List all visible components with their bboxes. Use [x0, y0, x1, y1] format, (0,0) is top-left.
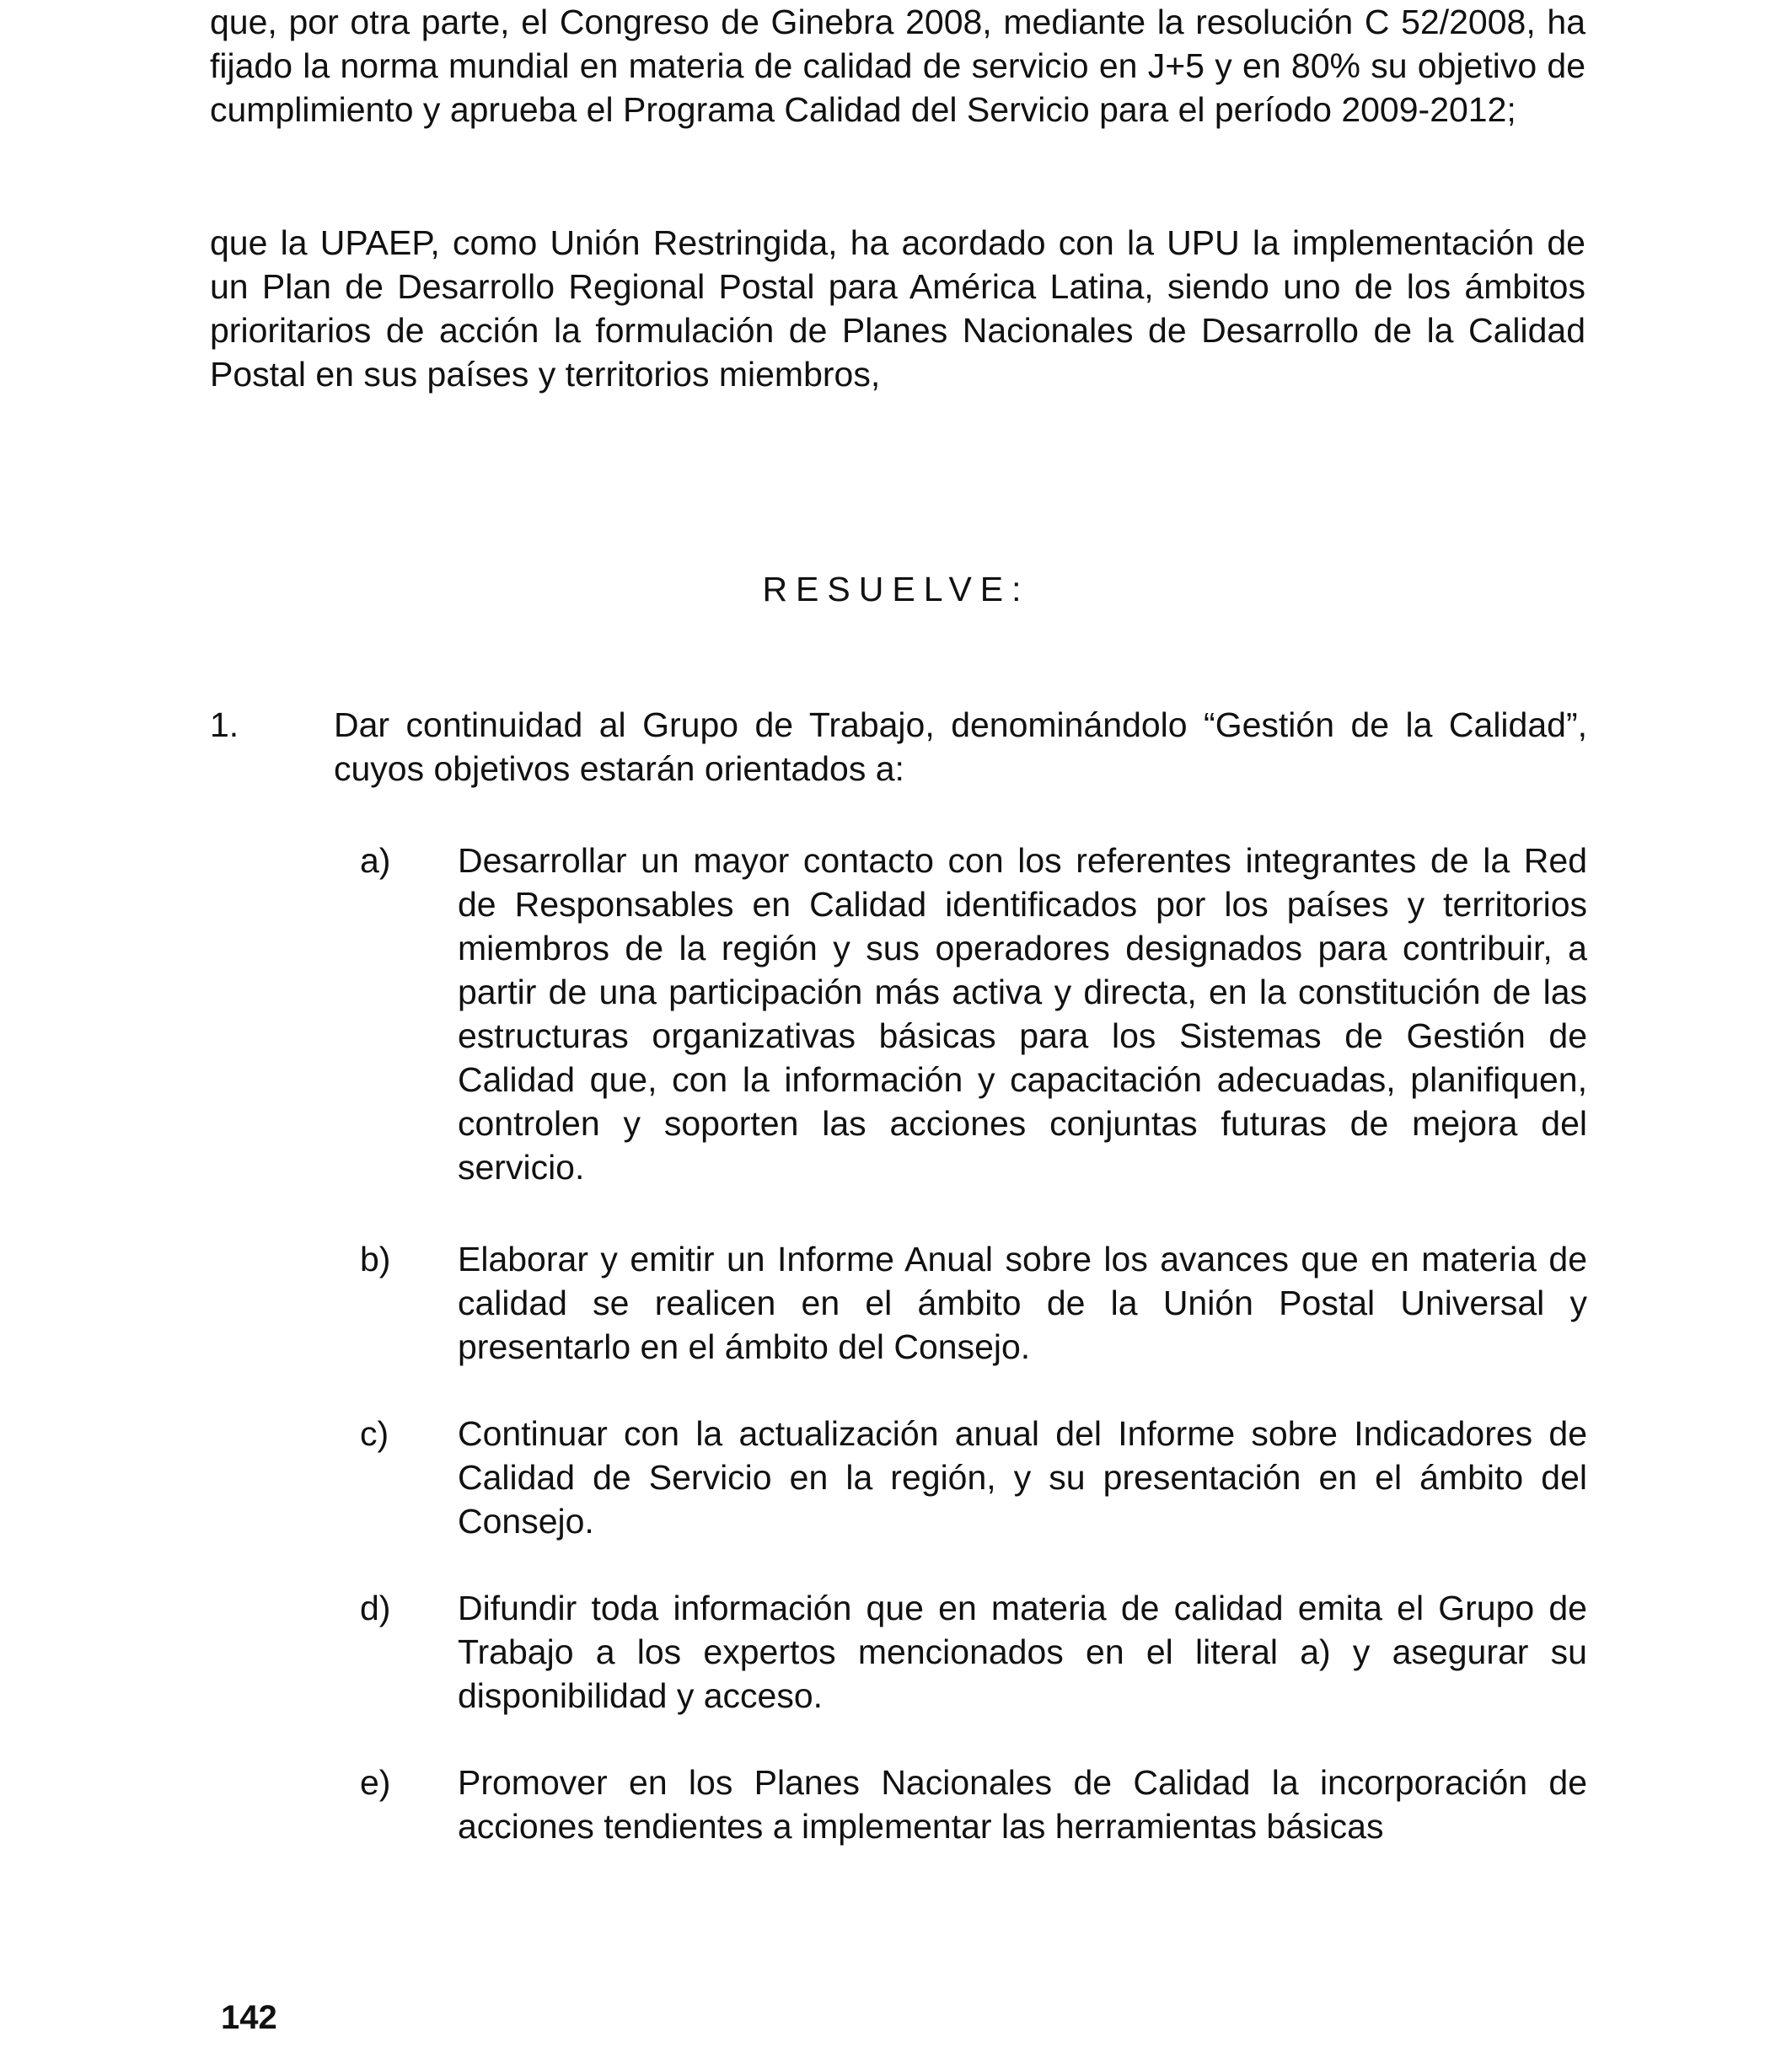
paragraph-congreso-ginebra: que, por otra parte, el Congreso de Ginebra 2008, mediante la resolución C 52/2008, ha fijado la norma mundial en materia de calidad de servicio en J+5 y en 80% su objetivo de cumplimiento y aprueba el Programa Calidad del Servicio para el período 2009-2012; — [210, 3, 1585, 129]
subitem-e-label: e) — [360, 1763, 391, 1802]
subitem-c-label: c) — [360, 1414, 389, 1453]
resuelve-heading: RESUELVE: — [762, 570, 1030, 608]
subitem-b-label: b) — [360, 1240, 391, 1278]
subitem-c-text: Continuar con la actualización anual del Informe sobre Indicadores de Calidad de Servicio en la región, y su presentación en el ámbito del Consejo. — [458, 1414, 1587, 1541]
paragraph-upaep-plan: que la UPAEP, como Unión Restringida, ha acordado con la UPU la implementación de un Plan de Desarrollo Regional Postal para América Latina, siendo uno de los ámbitos prioritarios de acción la formulación de Planes Nacionales de Desarrollo de la Calidad Postal en sus países y territorios miembros, — [210, 223, 1585, 394]
subitem-d-text: Difundir toda información que en materia de calidad emita el Grupo de Trabajo a los expertos mencionados en el literal a) y asegurar su disponibilidad y acceso. — [458, 1589, 1587, 1715]
subitem-e-text: Promover en los Planes Nacionales de Calidad la incorporación de acciones tendientes a implementar las herramientas básicas — [458, 1763, 1587, 1846]
item-1-number: 1. — [210, 705, 239, 744]
subitem-d-label: d) — [360, 1589, 391, 1627]
subitem-b-text: Elaborar y emitir un Informe Anual sobre los avances que en materia de calidad se realicen en el ámbito de la Unión Postal Universal y presentarlo en el ámbito del Consejo. — [458, 1240, 1587, 1366]
item-1-text: Dar continuidad al Grupo de Trabajo, denominándolo “Gestión de la Calidad”, cuyos objetivos estarán orientados a: — [334, 705, 1587, 788]
subitem-a-text: Desarrollar un mayor contacto con los referentes integrantes de la Red de Responsables en Calidad identificados por los países y territorios miembros de la región y sus operadores designados para contribuir, a partir de una participación más activa y directa, en la constitución de las estructuras organizativas básicas para los Sistemas de Gestión de Calidad que, con la información y capacitación adecuadas, planifiquen, controlen y soporten las acciones conjuntas futuras de mejora del servicio. — [458, 841, 1587, 1187]
subitem-a-label: a) — [360, 841, 391, 880]
page-number: 142 — [221, 1999, 277, 2036]
